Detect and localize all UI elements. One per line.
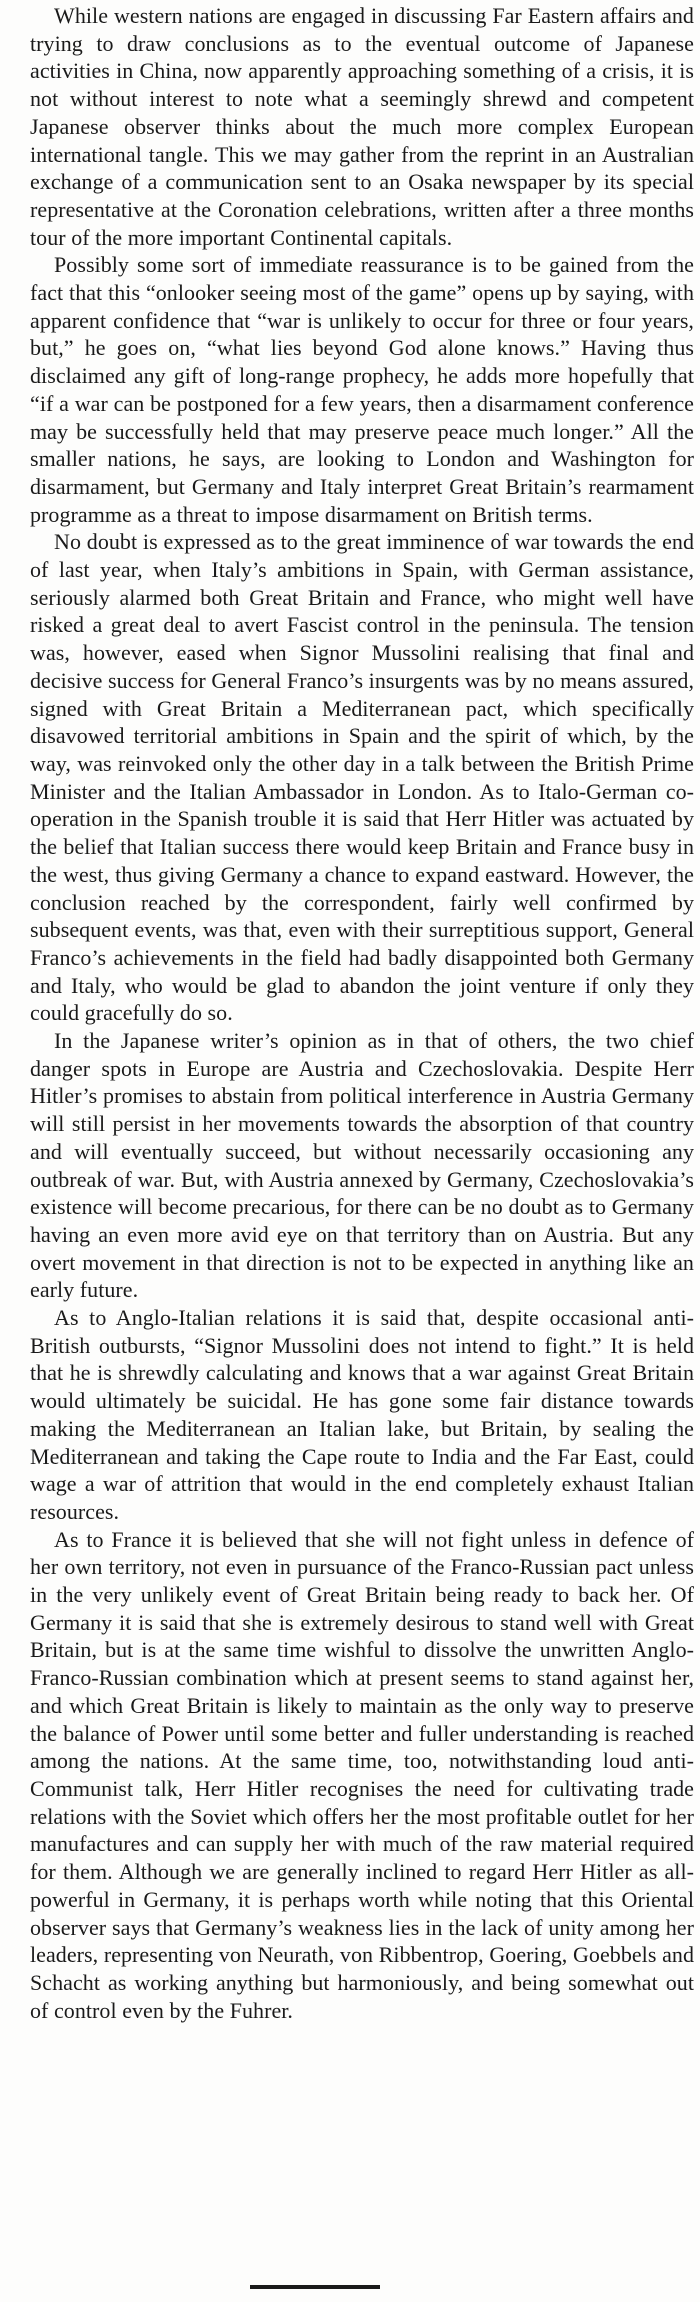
article-paragraph-4: In the Japanese writer’s opinion as in that of others, the two chief danger spots in Europe are Austria and Czechoslovakia. Despite Herr Hitler’s promises to abstain from political interference in Austria Germany will still persist in her movements towards the absorption of that country and will eventually succeed, but without necessarily occasioning any outbreak of war. But, with Austria annexed by Germany, Czechoslovakia’s existence will become precarious, for there can be no doubt as to Germany having an even more avid eye on that territory than on Austria. But any overt movement in that direction is not to be expected in anything like an early future. xyxy=(30,1028,694,1303)
article-paragraph-1: While western nations are engaged in discussing Far Eastern affairs and trying to draw conclusions as to the eventual outcome of Japanese activities in China, now apparently approaching something of a crisis, it is not without interest to note what a seemingly shrewd and competent Japanese observer thinks about the much more complex European international tangle. This we may gather from the reprint in an Australian exchange of a communication sent to an Osaka newspaper by its special representative at the Coronation celebrations, written after a three months tour of the more important Continental capitals. xyxy=(30,3,694,250)
article-paragraph-5: As to Anglo-Italian relations it is said that, despite occasional anti-British outbursts, “Signor Mussolini does not intend to fight.” It is held that he is shrewdly calculating and knows that a war against Great Britain would ultimately be suicidal. He has gone some fair distance towards making the Mediterranean an Italian lake, but Britain, by sealing the Mediterranean and taking the Cape route to India and the Far East, could wage a war of attrition that would in the end completely exhaust Italian resources. xyxy=(30,1305,694,1524)
article-paragraph-2: Possibly some sort of immediate reassurance is to be gained from the fact that this “onlooker seeing most of the game” opens up by saying, with apparent confidence that “war is unlikely to occur for three or four years, but,” he goes on, “what lies beyond God alone knows.” Having thus disclaimed any gift of long-range prophecy, he adds more hopefully that “if a war can be postponed for a few years, then a disarmament conference may be successfully held that may preserve peace much longer.” All the smaller nations, he says, are looking to London and Washington for disarmament, but Germany and Italy interpret Great Britain’s rearmament programme as a threat to impose disarmament on British terms. xyxy=(30,252,694,527)
article-paragraph-3: No doubt is expressed as to the great imminence of war towards the end of last year, when Italy’s ambitions in Spain, with German assistance, seriously alarmed both Great Britain and France, who might well have risked a great deal to avert Fascist control in the peninsula. The tension was, however, eased when Signor Mussolini realising that final and decisive success for General Franco’s insurgents was by no means assured, signed with Great Britain a Mediterranean pact, which specifically disavowed territorial ambitions in Spain and the spirit of which, by the way, was reinvoked only the other day in a talk between the British Prime Minister and the Italian Ambassador in London. As to Italo-German co-operation in the Spanish trouble it is said that Herr Hitler was actuated by the belief that Italian success there would keep Britain and France busy in the west, thus giving Germany a chance to expand eastward. However, the conclusion reached by the correspondent, fairly well confirmed by subsequent events, was that, even with their surreptitious support, General Franco’s achievements in the field had badly disappointed both Germany and Italy, who would be glad to abandon the joint venture if only they could gracefully do so. xyxy=(30,529,694,1026)
article-paragraph-6: As to France it is believed that she will not fight unless in defence of her own territory, not even in pursuance of the Franco-Russian pact unless in the very unlikely event of Great Britain being ready to back her. Of Germany it is said that she is extremely desirous to stand well with Great Britain, but is at the same time wishful to dissolve the unwritten Anglo-Franco-Russian combination which at present seems to stand against her, and which Great Britain is likely to maintain as the only way to preserve the balance of Power until some better and fuller understanding is reached among the nations. At the same time, too, notwithstanding loud anti-Communist talk, Herr Hitler recognises the need for cultivating trade relations with the Soviet which offers her the most profitable outlet for her manufactures and can supply her with much of the raw material required for them. Although we are generally inclined to regard Herr Hitler as all-powerful in Germany, it is perhaps worth while noting that this Oriental observer says that Germany’s weakness lies in the lack of unity among her leaders, representing von Neurath, von Ribbentrop, Goering, Goebbels and Schacht as working anything but harmoniously, and being somewhat out of control even by the Fuhrer. xyxy=(30,1526,694,2023)
article-end-rule xyxy=(250,2285,380,2289)
